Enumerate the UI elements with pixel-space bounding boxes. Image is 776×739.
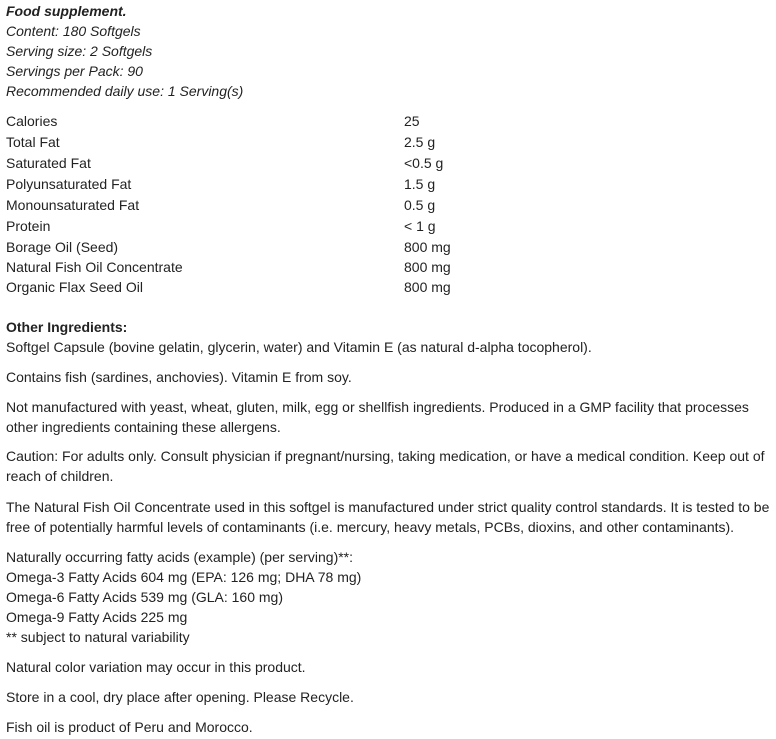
nutrition-row-name: Monounsaturated Fat [6, 197, 140, 213]
allergen-text: Not manufactured with yeast, wheat, gluten, milk, egg or shellfish ingredients. Produced in a GMP facility that processes other ingredients containing these allergens. [6, 399, 749, 435]
servings-per-pack: Servings per Pack: 90 [6, 63, 143, 79]
nutrition-row-value: <0.5 g [404, 155, 444, 171]
serving-size: Serving size: 2 Softgels [6, 43, 153, 59]
nutrition-row-name: Borage Oil (Seed) [6, 239, 119, 255]
contains-fish-text: Contains fish (sardines, anchovies). Vitamin E from soy. [6, 369, 352, 385]
quality-control-text: The Natural Fish Oil Concentrate used in this softgel is manufactured under strict quality control standards. It is tested to be free of potentially harmful levels of contaminants (i.e. mercury, heavy metals, PCBs, dioxins, and other contaminants). [6, 499, 770, 535]
content-count: Content: 180 Softgels [6, 23, 141, 39]
caution-text: Caution: For adults only. Consult physician if pregnant/nursing, taking medication, or have a medical condition. Keep out of reach of children. [6, 448, 765, 484]
recommended-daily-use: Recommended daily use: 1 Serving(s) [6, 83, 244, 99]
nutrition-row-name: Organic Flax Seed Oil [6, 279, 143, 295]
fatty-acids-heading: Naturally occurring fatty acids (example) (per serving)**: [6, 549, 354, 565]
nutrition-row-name: Saturated Fat [6, 155, 91, 171]
nutrition-row-value: 800 mg [404, 279, 451, 295]
omega-6-text: Omega-6 Fatty Acids 539 mg (GLA: 160 mg) [6, 589, 284, 605]
other-ingredients-heading: Other Ingredients: [6, 319, 128, 335]
nutrition-row-name: Natural Fish Oil Concentrate [6, 259, 183, 275]
nutrition-row-value: 1.5 g [404, 176, 436, 192]
omega-9-text: Omega-9 Fatty Acids 225 mg [6, 609, 188, 625]
nutrition-row-name: Polyunsaturated Fat [6, 176, 132, 192]
nutrition-row-value: 800 mg [404, 259, 451, 275]
origin-text: Fish oil is product of Peru and Morocco. [6, 719, 253, 735]
nutrition-row-value: 25 [404, 113, 420, 129]
softgel-capsule-text: Softgel Capsule (bovine gelatin, glycerin, water) and Vitamin E (as natural d-alpha tocopherol). [6, 339, 592, 355]
nutrition-row-value: 800 mg [404, 239, 451, 255]
nutrition-row-name: Total Fat [6, 134, 60, 150]
nutrition-row-name: Protein [6, 218, 51, 234]
storage-text: Store in a cool, dry place after opening. Please Recycle. [6, 689, 354, 705]
variability-note: ** subject to natural variability [6, 629, 190, 645]
nutrition-row-value: < 1 g [404, 218, 436, 234]
color-variation-text: Natural color variation may occur in this product. [6, 659, 306, 675]
nutrition-row-value: 2.5 g [404, 134, 436, 150]
nutrition-row-value: 0.5 g [404, 197, 436, 213]
nutrition-row-name: Calories [6, 113, 58, 129]
product-type-title: Food supplement. [6, 3, 127, 19]
omega-3-text: Omega-3 Fatty Acids 604 mg (EPA: 126 mg; DHA 78 mg) [6, 569, 362, 585]
